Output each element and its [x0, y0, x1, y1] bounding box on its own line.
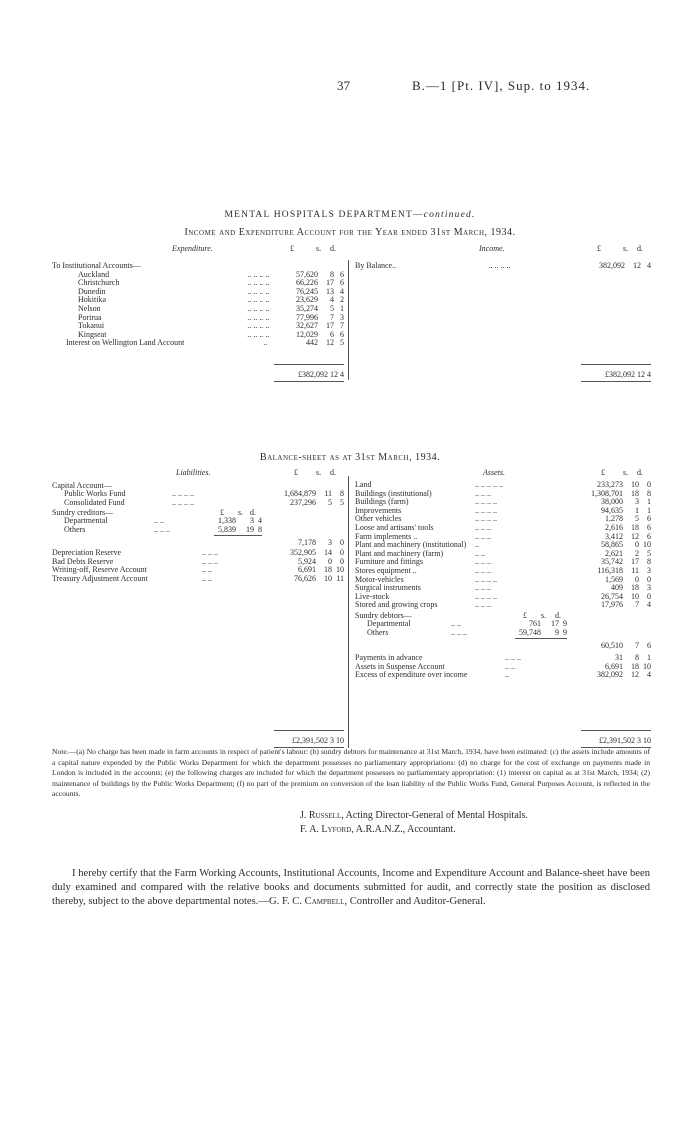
shillings-heading: s.	[316, 244, 322, 253]
row-label: Others	[64, 524, 86, 534]
row-label: Other vehicles	[355, 514, 402, 524]
row-dots: .. .. ..	[475, 583, 491, 593]
row-shillings: 17	[326, 321, 334, 331]
row-pounds: 12,029	[296, 329, 318, 339]
row-label: Hokitika	[78, 295, 106, 305]
row-label: Departmental	[367, 619, 411, 628]
row-pounds: 5,839	[218, 524, 236, 534]
row-label: Buildings (farm)	[355, 497, 409, 507]
row-dots: .. ..	[154, 516, 164, 525]
row-pence: 6	[647, 531, 651, 541]
table-row	[52, 499, 344, 508]
row-dots: .. .. .. ..	[247, 303, 270, 313]
row-pence: 6	[647, 514, 651, 524]
row-label: Kingseat	[78, 329, 107, 339]
row-shillings: 7	[330, 312, 334, 322]
row-pence: 6	[340, 278, 344, 288]
row-label: Farm implements ..	[355, 531, 418, 541]
row-shillings: 19	[246, 524, 254, 534]
row-label: Stored and growing crops	[355, 600, 438, 610]
row-label: Plant and machinery (farm)	[355, 548, 444, 558]
table-row	[355, 620, 651, 629]
income-pence: 4	[647, 261, 651, 270]
row-label: Consolidated Fund	[64, 497, 125, 507]
row-pence: 10	[643, 661, 651, 671]
row-label: Treasury Adjustment Account	[52, 573, 148, 583]
row-pounds: 382,092	[597, 670, 623, 680]
row-pounds: 1,278	[605, 514, 623, 524]
row-shillings: 11	[324, 489, 332, 498]
row-pence: 3	[647, 565, 651, 575]
row-pounds: 409	[611, 583, 623, 593]
row-shillings: 3	[250, 516, 254, 525]
pence-heading: d.	[250, 508, 256, 517]
table-row	[355, 629, 651, 638]
income-heading: Income.	[479, 244, 505, 253]
row-shillings: 10	[631, 591, 639, 601]
row-shillings: 10	[631, 480, 639, 489]
row-dots: .. .. .. ..	[475, 505, 497, 515]
row-shillings: 8	[330, 269, 334, 279]
row-pence: 1	[647, 505, 651, 515]
debtors-total-pence: 6	[647, 641, 651, 650]
table-row	[355, 671, 651, 680]
divider	[581, 381, 651, 382]
income-table	[355, 262, 651, 271]
shillings-heading: s.	[623, 468, 629, 477]
row-pounds: 57,620	[296, 269, 318, 279]
row-dots: .. .. ..	[475, 522, 491, 532]
row-dots: .. .. .. ..	[475, 574, 497, 584]
row-pounds: 1,684,879	[284, 489, 316, 498]
page-number: 37	[337, 78, 350, 93]
row-label: Public Works Fund	[64, 489, 126, 498]
row-pence: 10	[336, 565, 344, 575]
row-shillings: 5	[328, 497, 332, 507]
debtors-total-pounds: 60,510	[601, 641, 623, 650]
pound-heading: £	[601, 468, 605, 477]
row-shillings: 8	[635, 653, 639, 662]
row-dots: .. .. ..	[475, 557, 491, 567]
row-label: Buildings (institutional)	[355, 488, 432, 498]
row-pounds: 1,569	[605, 574, 623, 584]
row-dots: .. ..	[475, 548, 485, 558]
certificate-signer: G. F. C. Campbell	[269, 896, 345, 907]
row-shillings: 17	[326, 278, 334, 288]
pence-heading: d.	[330, 468, 336, 477]
creditors-total-pence: 0	[340, 538, 344, 547]
debtors-total-shillings: 7	[635, 641, 639, 650]
row-pounds: 94,635	[601, 505, 623, 515]
row-pounds: 76,245	[296, 286, 318, 296]
row-shillings: 18	[324, 565, 332, 575]
row-pounds: 58,865	[601, 540, 623, 550]
row-label: Christchurch	[78, 278, 120, 288]
assets-heading: Assets.	[483, 468, 505, 477]
pound-heading: £	[290, 244, 294, 253]
creditors-total-shillings: 3	[328, 538, 332, 547]
row-dots: ..	[475, 540, 479, 550]
divider	[274, 730, 344, 731]
row-pence: 4	[647, 600, 651, 610]
income-label: By Balance..	[355, 261, 397, 270]
row-pence: 8	[340, 489, 344, 498]
row-pounds: 35,742	[601, 557, 623, 567]
signature-director	[300, 810, 528, 821]
assets-total: £2,391,502 3 10	[599, 736, 651, 745]
table-row	[355, 262, 651, 271]
document-reference: B.—1 [Pt. IV], Sup. to 1934.	[412, 78, 591, 93]
signature-name: J. Russell	[300, 810, 342, 821]
row-pounds: 76,626	[294, 573, 316, 583]
column-divider	[348, 476, 349, 748]
row-pence: 4	[258, 516, 262, 525]
row-pence: 0	[340, 548, 344, 557]
audit-certificate	[52, 867, 650, 909]
row-shillings: 0	[635, 540, 639, 550]
certificate-text: I hereby certify that the Farm Working Accounts, Institutional Accounts, Income and Expenditure Account and Balance-sheet have been duly examined and compared with the relative books and documents submitted for audit, and correctly state the position as disclosed thereby, subject to the above departmental notes.—	[52, 868, 650, 907]
row-label: Payments in advance	[355, 653, 423, 662]
row-dots: .. .. ..	[475, 488, 491, 498]
row-dots: .. .. ..	[154, 524, 170, 534]
department-title	[0, 210, 700, 220]
row-pounds: 35,274	[296, 303, 318, 313]
row-label: Writing-off, Reserve Account	[52, 565, 147, 575]
row-pence: 9	[563, 627, 567, 637]
department-name: MENTAL HOSPITALS DEPARTMENT—	[224, 210, 424, 220]
row-shillings: 9	[555, 627, 559, 637]
row-pence: 5	[340, 497, 344, 507]
row-pence: 1	[647, 497, 651, 507]
sundry-debtors-label: Sundry debtors—	[355, 611, 412, 620]
row-pounds: 66,226	[296, 278, 318, 288]
interest-pounds: 442	[306, 338, 318, 348]
row-dots: .. ..	[202, 573, 212, 583]
interest-shillings: 12	[326, 338, 334, 348]
row-dots: .. .. ..	[475, 531, 491, 541]
row-pounds: 23,629	[296, 295, 318, 305]
capital-account-label: Capital Account—	[52, 481, 112, 490]
row-shillings: 18	[631, 522, 639, 532]
row-shillings: 11	[631, 565, 639, 575]
row-dots: .. .. ..	[202, 556, 218, 566]
row-shillings: 12	[631, 531, 639, 541]
row-shillings: 18	[631, 583, 639, 593]
notes-paragraph: Note.—(a) No charge has been made in farm accounts in respect of patient's labour: (b) sundry debtors for maintenance at 31st March, 1934, have been estimated: (c) the assets include amounts of a capital nature expended by the Public Works Department for which the department possesses no parliamentary appropriations: (d) no charge for the cost of exchange on payments made in London is included in the accounts; (e) the following charges are included for which the department possesses no parliamentary appropriation: (1) interest on capital as at 31st March, 1934; (2) maintenance of buildings by the Public Works Department; (f) no part of the premium on conversion of the loan liability of the Public Works Fund, General Purposes Account, is reflected in the accounts.	[52, 747, 650, 798]
row-pounds: 32,627	[296, 321, 318, 331]
row-shillings: 18	[631, 661, 639, 671]
row-dots: .. .. .. ..	[247, 312, 270, 322]
row-shillings: 17	[551, 619, 559, 628]
signature-role: , Acting Director-General of Mental Hospitals.	[341, 810, 528, 821]
row-label: Furniture and fittings	[355, 557, 423, 567]
row-label: Tokanui	[78, 321, 105, 331]
row-pence: 8	[647, 557, 651, 567]
row-label: Land	[355, 480, 372, 489]
row-label: Surgical instruments	[355, 583, 421, 593]
row-label: Excess of expenditure over income	[355, 670, 468, 680]
row-pounds: 1,308,701	[591, 488, 623, 498]
expenditure-table	[52, 262, 344, 348]
shillings-heading: s.	[316, 468, 322, 477]
row-pence: 0	[647, 480, 651, 489]
row-dots: .. .. ..	[475, 600, 491, 610]
table-row	[52, 339, 344, 348]
row-dots: .. .. .. ..	[475, 591, 497, 601]
divider	[581, 364, 651, 365]
row-shillings: 5	[330, 303, 334, 313]
row-shillings: 17	[631, 557, 639, 567]
row-label: Bad Debts Reserve	[52, 556, 114, 566]
row-label: Dunedin	[78, 286, 106, 296]
signature-accountant	[300, 824, 456, 835]
row-pounds: 77,996	[296, 312, 318, 322]
expenditure-heading: Expenditure.	[172, 244, 213, 253]
row-pence: 3	[647, 583, 651, 593]
divider	[214, 535, 262, 536]
row-pounds: 233,273	[597, 480, 623, 489]
pound-heading: £	[294, 468, 298, 477]
row-pounds: 2,616	[605, 522, 623, 532]
row-shillings: 3	[635, 497, 639, 507]
row-label: Assets in Suspense Account	[355, 661, 445, 671]
shillings-heading: s.	[623, 244, 629, 253]
row-label: Stores equipment ..	[355, 565, 417, 575]
row-dots: .. .. .. ..	[247, 269, 270, 279]
row-dots: .. .. .. ..	[247, 278, 270, 288]
pence-heading: d.	[555, 611, 561, 620]
certificate-signer-role: , Controller and Auditor-General.	[344, 896, 486, 907]
signature-name: F. A. Lyford	[300, 824, 352, 835]
row-pounds: 38,000	[601, 497, 623, 507]
row-label: Improvements	[355, 505, 402, 515]
row-pence: 6	[340, 269, 344, 279]
row-label: Departmental	[64, 516, 108, 525]
row-pence: 4	[647, 670, 651, 680]
row-pence: 7	[340, 321, 344, 331]
liabilities-heading: Liabilities.	[176, 468, 211, 477]
interest-pence: 5	[340, 338, 344, 348]
pence-heading: d.	[637, 468, 643, 477]
row-pence: 0	[647, 574, 651, 584]
row-shillings: 12	[631, 670, 639, 680]
row-pence: 0	[647, 591, 651, 601]
row-dots: .. ..	[505, 661, 515, 671]
row-label: Nelson	[78, 303, 101, 313]
row-dots: .. .. .. .. ..	[475, 480, 503, 489]
row-shillings: 6	[330, 329, 334, 339]
row-pounds: 31	[615, 653, 623, 662]
row-shillings: 10	[324, 573, 332, 583]
row-dots: .. .. .. ..	[247, 329, 270, 339]
row-shillings: 1	[635, 505, 639, 515]
shillings-heading: s.	[238, 508, 244, 517]
divider	[515, 638, 567, 639]
row-dots: .. .. ..	[202, 548, 218, 557]
row-label: Live-stock	[355, 591, 390, 601]
pound-heading: £	[523, 611, 527, 620]
expenditure-total: £382,092 12 4	[298, 370, 344, 379]
income-dots: .. .. .. ..	[488, 261, 511, 270]
income-pounds: 382,092	[599, 261, 625, 270]
row-pence: 1	[647, 653, 651, 662]
row-dots: .. .. ..	[505, 653, 521, 662]
row-shillings: 0	[635, 574, 639, 584]
pound-heading: £	[597, 244, 601, 253]
row-pence: 1	[340, 303, 344, 313]
interest-dots: ..	[263, 338, 268, 348]
income-total: £382,092 12 4	[605, 370, 651, 379]
row-pounds: 6,691	[298, 565, 316, 575]
row-pence: 5	[647, 548, 651, 558]
row-pence: 6	[647, 522, 651, 532]
row-dots: .. .. ..	[451, 627, 467, 637]
balance-sheet-title: Balance-sheet as at 31st March, 1934.	[259, 452, 441, 463]
table-row	[52, 575, 344, 584]
row-dots: .. .. .. ..	[475, 497, 497, 507]
row-label: Loose and artisans' tools	[355, 522, 434, 532]
row-pounds: 116,318	[597, 565, 623, 575]
row-pounds: 59,748	[519, 627, 541, 637]
row-dots: .. .. .. ..	[247, 295, 270, 305]
row-pence: 11	[336, 573, 344, 583]
creditors-total-pounds: 7,178	[298, 538, 316, 547]
row-pence: 9	[563, 619, 567, 628]
pound-heading: £	[220, 508, 224, 517]
to-institutional-label: To Institutional Accounts—	[52, 261, 141, 270]
row-dots: ..	[505, 670, 509, 680]
divider	[274, 364, 344, 365]
row-pence: 8	[258, 524, 262, 534]
row-pounds: 26,754	[601, 591, 623, 601]
row-pounds: 3,412	[605, 531, 623, 541]
shillings-heading: s.	[541, 611, 547, 620]
row-dots: .. .. .. ..	[247, 321, 270, 331]
row-pence: 6	[340, 329, 344, 339]
row-pence: 4	[340, 286, 344, 296]
row-dots: .. .. .. ..	[247, 286, 270, 296]
row-label: Motor-vehicles	[355, 574, 404, 584]
row-pounds: 1,338	[218, 516, 236, 525]
row-shillings: 18	[631, 488, 639, 498]
row-pounds: 352,905	[290, 548, 316, 557]
pence-heading: d.	[637, 244, 643, 253]
row-label: Plant and machinery (institutional)	[355, 540, 467, 550]
row-dots: .. .. .. ..	[172, 489, 194, 498]
interest-label: Interest on Wellington Land Account	[66, 338, 185, 348]
row-pounds: 5,924	[298, 556, 316, 566]
row-pence: 2	[340, 295, 344, 305]
row-dots: .. .. ..	[475, 565, 491, 575]
divider	[581, 730, 651, 731]
row-pounds: 6,691	[605, 661, 623, 671]
row-dots: .. ..	[451, 619, 461, 628]
pence-heading: d.	[330, 244, 336, 253]
continued-label: continued.	[423, 210, 476, 220]
row-shillings: 5	[635, 514, 639, 524]
row-dots: .. .. .. ..	[172, 497, 194, 507]
table-row	[52, 517, 344, 526]
row-pounds: 17,976	[601, 600, 623, 610]
row-shillings: 2	[635, 548, 639, 558]
column-divider	[348, 260, 349, 380]
row-label: Others	[367, 627, 389, 637]
row-label: Auckland	[78, 269, 110, 279]
row-pence: 10	[643, 540, 651, 550]
row-label: Depreciation Reserve	[52, 548, 122, 557]
sundry-creditors-label: Sundry creditors—	[52, 508, 114, 517]
row-dots: .. .. .. ..	[475, 514, 497, 524]
row-dots: .. ..	[202, 565, 212, 575]
row-pounds: 2,621	[605, 548, 623, 558]
row-shillings: 13	[326, 286, 334, 296]
liabilities-total: £2,391,502 3 10	[292, 736, 344, 745]
row-pounds: 237,296	[290, 497, 316, 507]
income-shillings: 12	[633, 261, 641, 270]
row-shillings: 14	[324, 548, 332, 557]
income-expenditure-title: Income and Expenditure Account for the Year ended 31st March, 1934.	[184, 227, 516, 238]
table-row	[355, 601, 651, 610]
signature-role: , A.R.A.N.Z., Accountant.	[351, 824, 456, 835]
row-pence: 0	[340, 556, 344, 566]
row-shillings: 0	[328, 556, 332, 566]
row-pence: 3	[340, 312, 344, 322]
row-label: Porirua	[78, 312, 102, 322]
divider	[274, 381, 344, 382]
table-row	[52, 526, 344, 535]
row-pence: 8	[647, 488, 651, 498]
row-shillings: 7	[635, 600, 639, 610]
row-shillings: 4	[330, 295, 334, 305]
row-pounds: 761	[529, 619, 541, 628]
